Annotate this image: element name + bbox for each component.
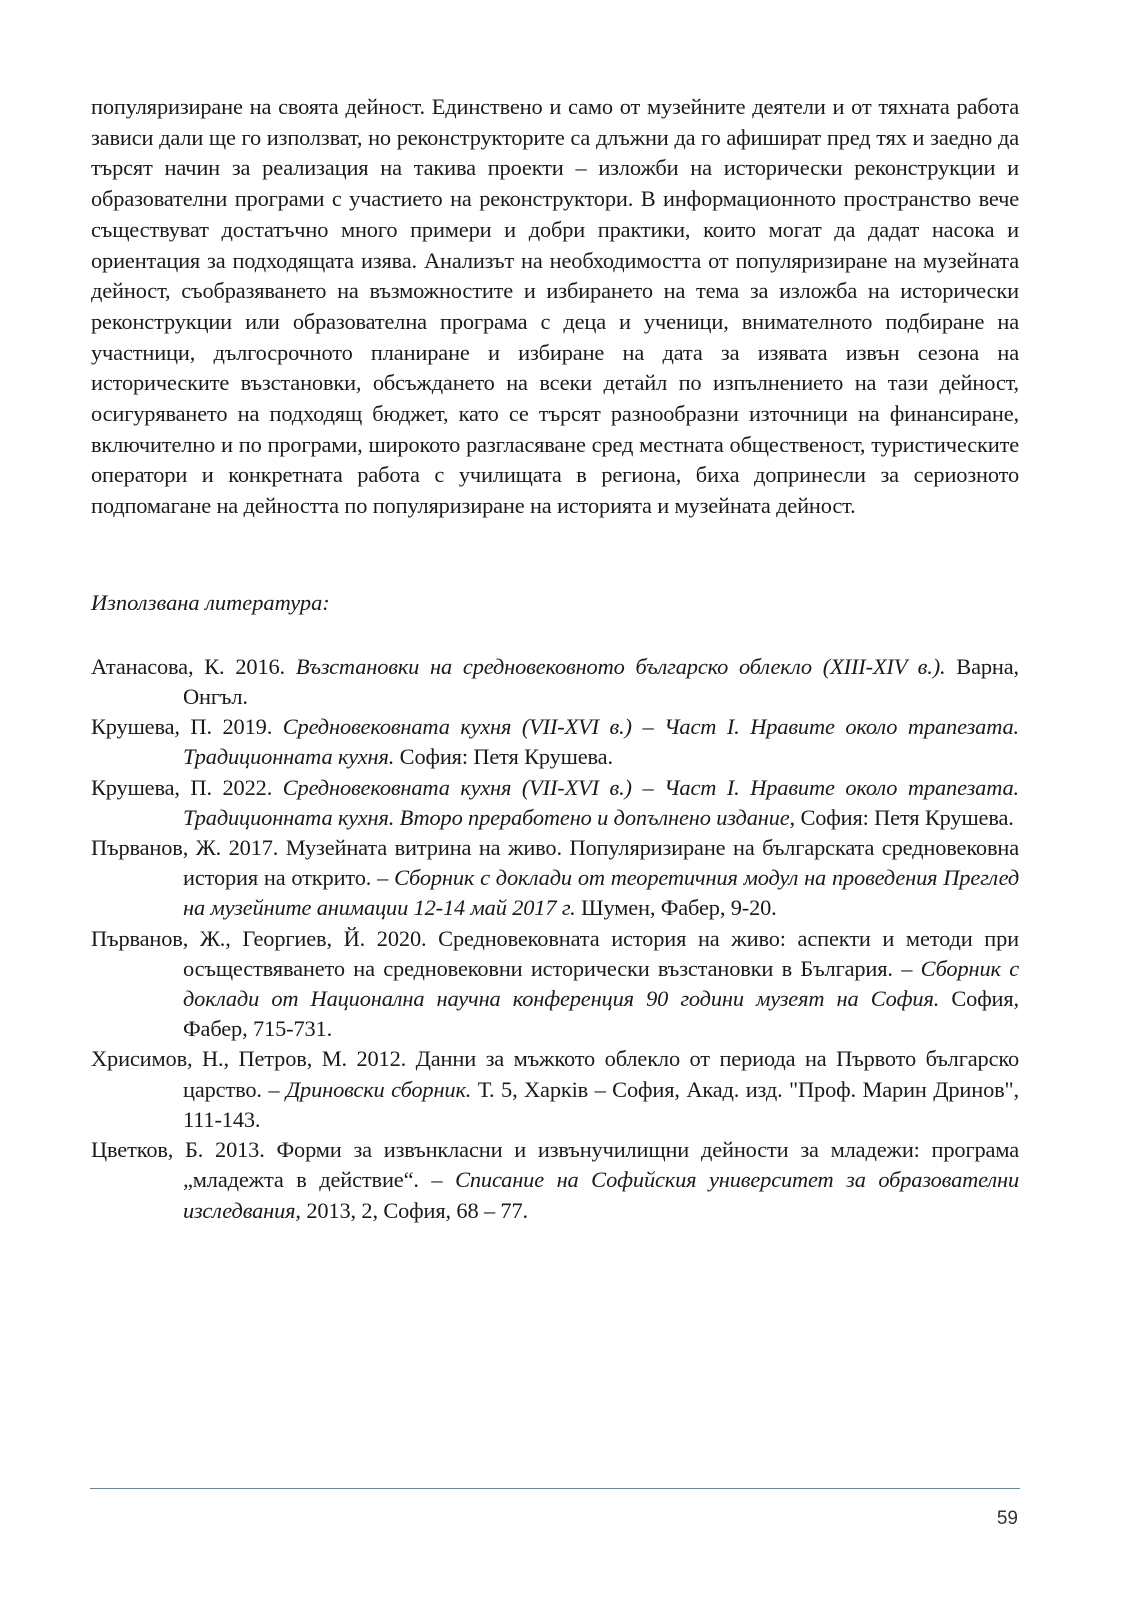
- reference-author: Крушева, П. 2019.: [91, 714, 283, 740]
- reference-item: [91, 924, 1019, 1045]
- reference-publisher: Шумен, Фабер, 9-20.: [575, 895, 777, 921]
- document-page: [91, 92, 1019, 1226]
- reference-item: [91, 712, 1019, 772]
- reference-item: [91, 773, 1019, 833]
- reference-title: Сборник с доклади от Национална научна конференция 90 години музеят на София.: [183, 955, 1019, 1012]
- reference-item: [91, 1135, 1019, 1226]
- body-paragraph: популяризиране на своята дейност. Единствено и само от музейните деятели и от тяхната работа зависи дали ще го използват, но реконструкторите са длъжни да го афишират пред тях и заедно да търсят начин за реализация на такива проекти – изложби на исторически реконструкции и образователни програми с участието на реконструктори. В информационното пространство вече съществуват достатъчно много примери и добри практики, които могат да дадат насока и ориентация за подходящата изява. Анализът на необходимостта от популяризиране на музейната дейност, съобразяването на възможностите и избирането на тема за изложба на исторически реконструкции или образователна програма с деца и ученици, внимателното подбиране на участници, дългосрочното планиране и избиране на дата за изявата извън сезона на историческите възстановки, обсъждането на всеки детайл по изпълнението на тази дейност, осигуряването на подходящ бюджет, като се търсят разнообразни източници на финансиране, включително и по програми, широкото разгласяване сред местната общественост, туристическите оператори и конкретната работа с училищата в региона, биха допринесли за сериозното подпомагане на дейността по популяризиране на историята и музейната дейност.: [91, 94, 1019, 519]
- reference-item: [91, 833, 1019, 924]
- reference-title: Възстановки на средновековното българско облекло (XIII-XIV в.).: [295, 653, 946, 679]
- reference-author: Атанасова, К. 2016.: [91, 653, 296, 679]
- reference-title: Средновековната кухня (VII-XVI в.) – Част I. Нравите около трапезата. Традиционната кухня.: [183, 714, 1019, 770]
- reference-title: Средновековната кухня (VII-XVI в.) – Част I. Нравите около трапезата. Традиционната кухня. Второ преработено и допълнено издание: [183, 774, 1019, 830]
- reference-author: Цветков, Б. 2013. Форми за извънкласни и извънучилищни дейности за младежи: програма „младежта в действие“. –: [91, 1137, 1019, 1193]
- page-number: 59: [996, 1508, 1018, 1529]
- reference-publisher: София, Фабер, 715-731.: [183, 986, 1019, 1042]
- reference-title: Списание на Софийския университет за образователни изследвания,: [183, 1167, 1020, 1223]
- reference-author: Първанов, Ж., Георгиев, Й. 2020. Средновековната история на живо: аспекти и методи при осъществяването на средновековни исторически възстановки в България. –: [91, 925, 1019, 981]
- footer-divider: [90, 1488, 1020, 1489]
- reference-author: Крушева, П. 2022.: [91, 774, 283, 800]
- reference-author: Хрисимов, Н., Петров, М. 2012. Данни за мъжкото облекло от периода на Първото българско царство. –: [91, 1046, 1019, 1102]
- reference-publisher: 2013, 2, София, 68 – 77.: [300, 1197, 528, 1223]
- reference-author: Първанов, Ж. 2017. Музейната витрина на живо. Популяризиране на българската средновековна история на открито. –: [91, 835, 1019, 891]
- reference-item: [91, 652, 1019, 712]
- reference-title: Дриновски сборник.: [285, 1076, 472, 1102]
- reference-title: Сборник с доклади от теоретичния модул на проведения Преглед на музейните анимации 12-14 май 2017 г.: [183, 865, 1019, 921]
- reference-item: [91, 1044, 1019, 1135]
- reference-list: [91, 652, 1019, 1226]
- reference-publisher: Т. 5, Харків – София, Акад. изд. "Проф. Марин Дринов", 111-143.: [183, 1076, 1019, 1132]
- reference-publisher: София: Петя Крушева.: [394, 744, 613, 770]
- literature-heading: Използвана литература:: [91, 589, 330, 615]
- reference-publisher: , София: Петя Крушева.: [789, 804, 1014, 830]
- reference-publisher: Варна, Онгъл.: [183, 653, 1019, 710]
